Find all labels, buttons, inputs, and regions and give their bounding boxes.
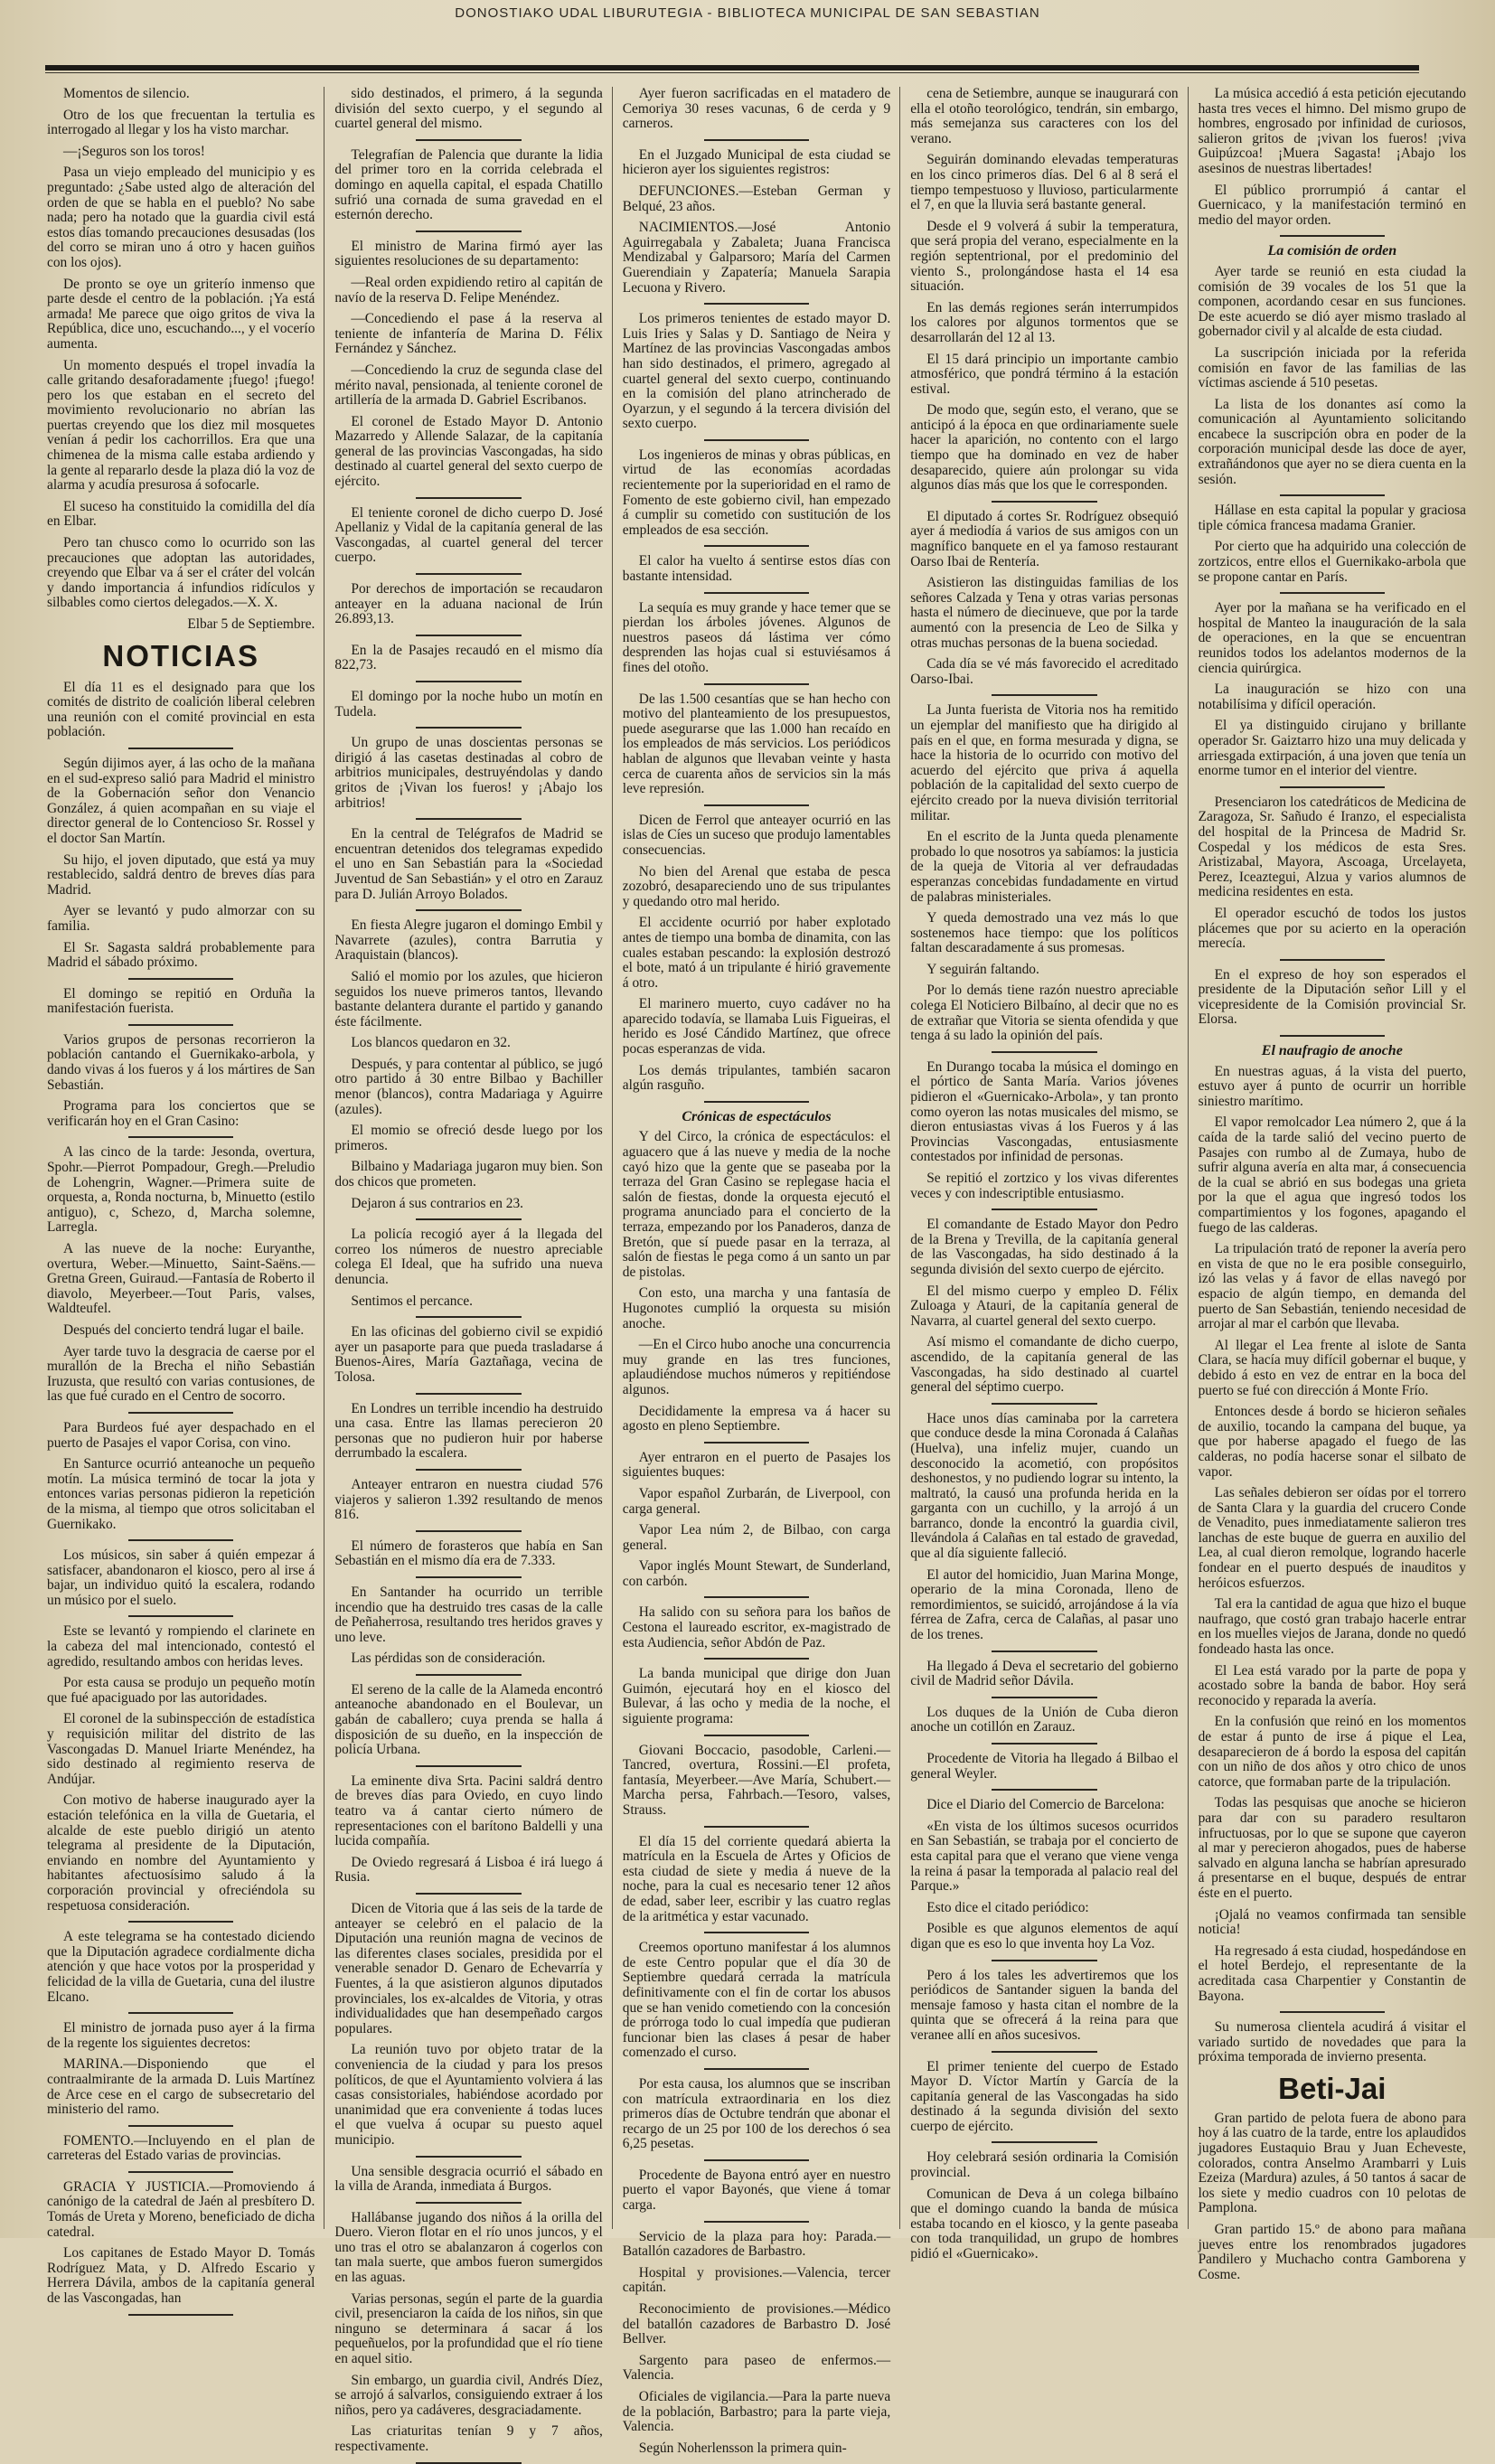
article-paragraph: Servicio de la plaza para hoy: Parada.—Batallón cazadores de Barbastro. [622,2228,891,2260]
separator-rule [704,545,809,547]
article-paragraph: Ayer tarde tuvo la desgracia de caerse por el murallón de la Brecha el niño Sebastián Iruzusta, que resultó con varias contusiones, de las que fué curado en el Centro de socorro. [47,1343,315,1405]
article-paragraph: Hallábanse jugando dos niños á la orilla del Duero. Vieron flotar en el río unos juncos, y el uno tras el otro se abalanzaron á cogerlos con tan mala suerte, que ambos fueron sumergidos en las aguas. [334,2209,603,2286]
article-paragraph: Un grupo de unas doscientas personas se dirigió á las casetas destinadas al cobro de arbitrios municipales, destruyéndolas y dando gritos de ¡Vivan los fueros! y ¡Abajo los arbitrios! [334,735,603,811]
article-paragraph: La lista de los donantes así como la comunicación al Ayuntamiento solicitando encabece la suscripción obra en poder de la corporación municipal desde las doce de ayer, extrañándonos que ayer no se diera cuenta en la sesión. [1198,396,1466,487]
article-paragraph: —Real orden expidiendo retiro al capitán de navío de la reserva D. Felipe Menéndez. [334,274,603,306]
separator-rule [992,2141,1096,2143]
article-paragraph: El ya distinguido cirujano y brillante operador Sr. Gaiztarro hizo una muy delicada y arriesgada extirpación, á una joven que tenía un enorme tumor en el interior del vientre. [1198,718,1466,779]
article-paragraph: Posible es que algunos elementos de aquí digan que es eso lo que inventa hoy La Voz. [910,1921,1179,1951]
article-paragraph: En las demás regiones serán interrumpidos los calores por algunos tormentos que se desarrollarán del 12 al 13. [910,299,1179,345]
article-paragraph: Otro de los que frecuentan la tertulia es interrogado al llegar y los ha visto marchar. [47,107,315,138]
article-paragraph: El vapor remolcador Lea número 2, que á la caída de la tarde salió del vecino puerto de Pasajes con rumbo al de Zumaya, hubo de sufrir alguna avería en alta mar, á consecuencia de la cual se abrió en sus bodegas una grieta por la que el agua que ingresó todos los compartimientos y los fogones, apagando el fuego de las calderas. [1198,1114,1466,1236]
article-paragraph: La reunión tuvo por objeto tratar de la conveniencia de la ciudad y para los presos políticos, de que el Ayuntamiento volviera á las casas consistoriales, habiéndose acordado por unanimidad que era conveniente á todas luces el que vuelva á ocupar su puesto aquel municipio. [334,2042,603,2148]
article-paragraph: En Santander ha ocurrido un terrible incendio que ha destruido tres casas de la calle de Peñaherrosa, resultando tres heridos graves y uno leve. [334,1584,603,1645]
article-paragraph: Las pérdidas son de consideración. [351,1651,546,1667]
article-paragraph: A este telegrama se ha contestado diciendo que la Diputación agradece cordialmente dicha atención y que hace votos por la prosperidad y felicidad de la villa de Guetaria, cuna del ilustre Elcano. [47,1929,315,2005]
article-paragraph: Ha regresado á esta ciudad, hospedándose en el hotel Berdejo, el representante de la acreditada casa Charpentier y Constantin de Bayona. [1198,1942,1466,2004]
article-paragraph: Este se levantó y rompiendo el clarinete en la cabeza del mal intencionado, contestó el agredido, resultando ambos con heridas leves. [47,1623,315,1669]
article-paragraph: Ayer entraron en el puerto de Pasajes los siguientes buques: [622,1449,891,1481]
separator-rule [128,1615,233,1617]
library-header-stamp: DONOSTIAKO UDAL LIBURUTEGIA - BIBLIOTECA MUNICIPAL DE SAN SEBASTIAN [455,5,1040,21]
article-paragraph: Ayer por la mañana se ha verificado en el hospital de Manteo la inauguración de la sala de operaciones, en la que se encuentran reunidos todos los adelantos modernos de la ciencia quirúrgica. [1198,600,1466,676]
article-paragraph: DEFUNCIONES.—Esteban German y Belqué, 23 años. [622,183,891,214]
article-paragraph: Gran partido 15.º de abono para mañana jueves entre los renombrados jugadores Pandilero y Muchacho contra Gamborena y Cosme. [1198,2222,1466,2282]
article-paragraph: Todas las pesquisas que anoche se hicieron para dar con su paradero resultaron infructuosas, por lo que se supone que cayeron al mar y perecieron ahogados, pues de haberse salvado en alguna lancha se habrían apresurado á presentarse en el buque, después de entrar éste en el puerto. [1198,1795,1466,1901]
separator-rule [704,1658,809,1660]
top-rule-thin [45,72,1419,73]
article-paragraph: Con motivo de haberse inaugurado ayer la estación telefónica en la villa de Guetaria, el alcalde de este pueblo dirigió un atento telegrama al presidente de la Diputación, enviando en nombre del Ayuntamiento y habitantes afectuosísimo saludo á la corporación provincial y ofreciéndola su respetuosa consideración. [47,1792,315,1914]
separator-rule [416,1316,521,1318]
separator-rule [704,804,809,806]
article-paragraph: Cada día se vé más favorecido el acreditado Oarso-Ibai. [910,656,1179,687]
article-paragraph: Para Burdeos fué ayer despachado en el puerto de Pasajes el vapor Corisa, con vino. [47,1419,315,1451]
article-paragraph: El calor ha vuelto á sentirse estos días con bastante intensidad. [622,553,891,585]
column-3 [622,86,891,2456]
article-paragraph: Pero á los tales les advertiremos que los periódicos de Santander siguen la banda del mensaje famoso y hasta citan el nombre de la quinta que se ofrecerá á la reina para que veranee allí en años sucesivos. [910,1967,1179,2043]
separator-rule [416,1893,521,1895]
article-paragraph: Y queda demostrado una vez más lo que sostenemos hace tiempo: que los políticos faltan descaradamente á sus promesas. [910,910,1179,956]
section-title-noticias: NOTICIAS [102,638,260,672]
article-paragraph: Bilbaino y Madariaga jugaron muy bien. Son dos chicos que prometen. [334,1159,603,1190]
article-paragraph: Los primeros tenientes de estado mayor D. Luis Iries y Salas y D. Santiago de Neira y Martínez de las provincias Vascongadas ambos han sido destinados, el primero, agregado al cuartel general del sexto cuerpo, continuando en la comisión del plano atrincherado de Oyarzun, y el segundo á la tercera división del sexto cuerpo. [622,311,891,432]
article-paragraph: Ha salido con su señora para los baños de Cestona el laureado escritor, ex-magistrado de esta Audiencia, señor Abdón de Paz. [622,1604,891,1651]
article-paragraph: En fiesta Alegre jugaron el domingo Embil y Navarrete (azules), contra Barrutia y Araquistain (blancos). [334,917,603,964]
article-paragraph: Sin embargo, un guardia civil, Andrés Díez, se arrojó á salvarlos, consiguiendo extraer á los niños, pero ya cadáveres, desgraciadamente. [334,2372,603,2418]
separator-rule [128,2314,233,2316]
separator-rule [992,1697,1096,1698]
article-paragraph: Pasa un viejo empleado del municipio y es preguntado: ¿Sabe usted algo de alteración del orden de que se habla en el pueblo? No sabe nada; pero ha notado que la guardia civil está estos días tomando precauciones desusadas (los del corro se miran uno á otro y hacen guiños con los ojos). [47,165,315,270]
article-paragraph: En las oficinas del gobierno civil se expidió ayer un pasaporte para que pueda trasladarse á Buenos-Aires, María Gaztañaga, vecina de Tolosa. [334,1324,603,1385]
article-paragraph: La eminente diva Srta. Pacini saldrá dentro de breves días para Oviedo, en cuyo lindo teatro va á cantar cierto número de representaciones con el barítono Baldelli y una lucida compañía. [334,1773,603,1849]
article-paragraph: Hoy celebrará sesión ordinaria la Comisión provincial. [910,2149,1179,2181]
article-paragraph: Ayer tarde se reunió en esta ciudad la comisión de 39 vocales de los 51 que la componen, acordando cesar en sus funciones. De este acuerdo se dió ayer mismo traslado al gobernador civil y al alcalde de esta ciudad. [1198,263,1466,340]
separator-rule [416,1218,521,1220]
separator-rule [704,1442,809,1444]
article-paragraph: Con esto, una marcha y una fantasía de Hugonotes cumplió la orquesta su misión anoche. [622,1285,891,1331]
article-paragraph: ¡Ojalá no veamos confirmada tan sensible noticia! [1198,1906,1466,1938]
separator-rule [1280,235,1385,237]
separator-rule [992,1051,1096,1053]
article-paragraph: Programa para los conciertos que se verificarán hoy en el Gran Casino: [47,1098,315,1129]
article-paragraph: El teniente coronel de dicho cuerpo D. José Apellaniz y Vidal de la capitanía general de las Vascongadas, al cuartel general del tercer cuerpo. [334,504,603,566]
article-paragraph: FOMENTO.—Incluyendo en el plan de carreteras del Estado varias de provincias. [47,2132,315,2164]
article-paragraph: Entonces desde á bordo se hicieron señales de auxilio, tocando la campana del buque, ya que por haberse apagado el fuego de las calderas, no podía hacerse sonar el silbato de vapor. [1198,1404,1466,1480]
separator-rule [416,1765,521,1767]
article-paragraph: Las criaturitas tenían 9 y 7 años, respectivamente. [334,2423,603,2454]
article-paragraph: Vapor inglés Mount Stewart, de Sunderland, con carbón. [622,1558,891,1589]
separator-rule [992,501,1096,503]
separator-rule [704,683,809,685]
article-paragraph: De pronto se oye un griterío inmenso que parte desde el centro de la población. ¡Ya está armada! Me parece que oigo gritos de viva la República, dice uno, escuchando..., y el vocerío aumenta. [47,276,315,352]
article-paragraph: Por cierto que ha adquirido una colección de zortzicos, entre ellos el Guernikako-arbola que se propone cantar en París. [1198,539,1466,585]
article-paragraph: Oficiales de vigilancia.—Para la parte nueva de la población, Barbastro; para la parte vieja, Valencia. [622,2389,891,2435]
article-paragraph: Vapor Lea núm 2, de Bilbao, con carga general. [622,1522,891,1553]
article-paragraph: Los ingenieros de minas y obras públicas, en virtud de las economías acordadas recientemente por la superioridad en el ramo de Fomento de este gobierno civil, han empezado á cumplir su cometido con sustitución de los empleados de esa sección. [622,447,891,538]
separator-rule [128,748,233,749]
article-paragraph: Según Noherlensson la primera quin- [638,2440,847,2456]
separator-rule [992,694,1096,696]
article-paragraph: El primer teniente del cuerpo de Estado Mayor D. Víctor Martín y García de la capitanía general de las Vascongadas ha sido destinado á la segunda división del sexto cuerpo de ejército. [910,2058,1179,2134]
separator-rule [704,439,809,441]
article-paragraph: En la de Pasajes recaudó en el mismo día 822,73. [334,642,603,673]
article-paragraph: Las señales debieron ser oídas por el torrero de Santa Clara y la guardia del crucero Conde de Venadito, pues inmediatamente salieron tres lanchas de este buque de guerra en auxilio del Lea, al cual dieron remolque, logrando hacerle fondear en el puerto después de inauditos y heróicos esfuerzos. [1198,1485,1466,1591]
article-paragraph: Presenciaron los catedráticos de Medicina de Zaragoza, Sr. Sañudo é Iranzo, el especialista del hospital de la Princesa de Madrid Sr. Cospedal y los médicos de esta Sres. Aristizabal, Mayora, Ascoaga, Urcelayeta, Perez, Iceaztegui, Alzua y varios alumnos de medicina residentes en esta. [1198,794,1466,900]
article-paragraph: La Junta fuerista de Vitoria nos ha remitido un ejemplar del manifiesto que ha dirigido al país en el que, en forma mesurada y digna, se hace la historia de lo ocurrido con motivo del acuerdo del ejército que priva á aquella población de la capitalidad del sexto cuerpo de ejército creado por la nueva división territorial militar. [910,702,1179,823]
article-paragraph: El suceso ha constituido la comidilla del día en Elbar. [47,498,315,530]
article-paragraph: En Durango tocaba la música el domingo en el pórtico de Santa María. Varios jóvenes pidieron el «Guernicako-Arbola», y tan pronto como oyeron las notas musicales del mismo, se dieron entusiastas vivas á los Fueros y á las Provincias Vascongadas, entusiasmente contestados por infinidad de personas. [910,1058,1179,1165]
article-paragraph: El autor del homicidio, Juan Marina Monge, operario de la mina Coronada, lleno de remordimientos, se suicidó, arrojándose á la vía férrea de Zafra, cerca de Calañas, al pasar uno de los trenes. [910,1566,1179,1643]
separator-rule [416,727,521,729]
separator-rule [416,2156,521,2158]
article-paragraph: En nuestras aguas, á la vista del puerto, estuvo ayer á punto de ocurrir un horrible siniestro marítimo. [1198,1063,1466,1109]
article-paragraph: GRACIA Y JUSTICIA.—Promoviendo á canónigo de la catedral de Jaén al presbítero D. Tomás de Ureta y Moreno, beneficiado de dicha catedral. [47,2178,315,2240]
separator-rule [704,303,809,305]
separator-rule [128,2012,233,2014]
separator-rule [992,1403,1096,1405]
top-rule [45,65,1419,71]
separator-rule [128,2171,233,2173]
article-paragraph: La suscripción iniciada por la referida comisión en favor de las familias de las víctimas asciende á 510 pesetas. [1198,344,1466,391]
article-paragraph: MARINA.—Disponiendo que el contraalmirante de la armada D. Luis Martínez de Arce cese en el cargo de subsecretario del ministerio del ramo. [47,2056,315,2118]
article-paragraph: El del mismo cuerpo y empleo D. Félix Zuloaga y Atauri, de la capitanía general de Navarra, al cuartel general del sexto cuerpo. [910,1283,1179,1329]
article-paragraph: Al llegar el Lea frente al islote de Santa Clara, se hacía muy difícil gobernar el buque, y debido á esto en vez de entrar en la boca del puerto se fué con dirección á Monte Frío. [1198,1337,1466,1398]
article-paragraph: Y del Circo, la crónica de espectáculos: el aguacero que á las nueve y media de la noche cayó hizo que la gente que se paseaba por la terraza del Gran Casino se replegase hacia el salón de fiestas, donde la orquesta ejecutó el programa anunciado para el concierto de la terraza, empezando por los Panaderos, danza de Bretón, que sí puede pasar en la terraza, al salón de fiestas le pega como á un santo un par de pistolas. [622,1129,891,1280]
section-title-beti-jai: Beti-Jai [1278,2071,1387,2105]
article-paragraph: La música accedió á esta petición ejecutando hasta tres veces el himno. Del mismo grupo de hombres, engrosado por infinidad de curiosos, salieron gritos de ¡vivan los fueros! ¡viva Guipúzcoa! ¡Muera Sagasta! ¡Abajo los asesinos de nuestras libertades! [1198,86,1466,176]
article-paragraph: Decididamente la empresa va á hacer su agosto en pleno Septiembre. [622,1403,891,1434]
separator-rule [416,1576,521,1578]
article-paragraph: Comunican de Deva á un colega bilbaíno que el domingo cuando la banda de música estaba tocando en el kiosco, y la gente paseaba con toda tranquilidad, un grupo de hombres pidió el «Guernicako». [910,2186,1179,2262]
article-paragraph: En el Juzgado Municipal de esta ciudad se hicieron ayer los siguientes registros: [622,146,891,178]
article-paragraph: Dejaron á sus contrarios en 23. [351,1195,524,1211]
article-paragraph: Seguirán dominando elevadas temperaturas en los cinco primeros días. Del 6 al 8 será el tiempo tempestuoso y lluvioso, particularmente el 7, en que la lluvia será bastante general. [910,152,1179,213]
separator-rule [416,230,521,232]
article-paragraph: Vapor español Zurbarán, de Liverpool, con carga general. [622,1485,891,1517]
separator-rule [416,1530,521,1532]
separator-rule [128,1024,233,1026]
article-paragraph: La sequía es muy grande y hace temer que se pierdan los árboles jóvenes. Algunos de nuestros paseos dá lástima ver cómo desprenden las hojas cual si estuviésamos á fines del otoño. [622,599,891,675]
article-paragraph: El domingo se repitió en Orduña la manifestación fuerista. [47,985,315,1017]
article-paragraph: Los blancos quedaron en 32. [351,1035,511,1051]
article-paragraph: El coronel de Estado Mayor D. Antonio Mazarredo y Allende Salazar, de la capitanía general de las provincias Vascongadas, ha sido destinado al cuartel general del sexto cuerpo de ejército. [334,413,603,490]
article-paragraph: El sereno de la calle de la Alameda encontró anteanoche abandonado en el Boulevar, un gabán de caballero; cuya prenda se halla á disposición de su dueño, en la inspección de policía Urbana. [334,1681,603,1758]
article-paragraph: Desde el 9 volverá á subir la temperatura, que será propia del verano, especialmente en la región septentrional, por el predominio del viento S., prolongándose hasta el 14 esa situación. [910,218,1179,295]
article-paragraph: El Lea está varado por la parte de popa y acostado sobre la banda de babor. Hoy será reconocido y reparada la avería. [1198,1662,1466,1708]
article-paragraph: El Sr. Sagasta saldrá probablemente para Madrid el sábado próximo. [47,939,315,971]
separator-rule [1280,959,1385,961]
column-2 [334,86,603,2454]
article-paragraph: El coronel de la subinspección de estadística y requisición militar del distrito de las Vascongadas D. Manuel Iriarte Menéndez, ha sido destinado al regimiento reserva de Andújar. [47,1711,315,1787]
separator-rule [1280,494,1385,496]
article-paragraph: Los demás tripulantes, también sacaron algún rasguño. [622,1062,891,1094]
separator-rule [704,592,809,594]
separator-rule [704,1932,809,1933]
article-paragraph: El ministro de Marina firmó ayer las siguientes resoluciones de su departamento: [334,238,603,269]
separator-rule [1280,786,1385,788]
column-4 [910,86,1179,2262]
article-paragraph: Sargento para paseo de enfermos.—Valencia. [622,2352,891,2384]
article-paragraph: Ayer se levantó y pudo almorzar con su familia. [47,903,315,934]
article-paragraph: Hace unos días caminaba por la carretera que conduce desde la mina Coronada á Calañas (Huelva), una infeliz mujer, cuando un desconocido la acometió, con propósitos deshonestos, y no pudiendo lograr su intento, la maltrató, la causó una profunda herida en la garganta con un cuchillo, y la arrojó á un barranco, donde la encontró la guardia civil, llevándola á Calañas en tal estado de gravedad, que al día siguiente falleció. [910,1410,1179,1562]
columns-container [47,86,1466,2456]
article-paragraph: —¡Seguros son los toros! [63,143,205,159]
separator-rule [704,1826,809,1828]
article-paragraph: El marinero muerto, cuyo cadáver no ha aparecido todavía, se llamaba Luis Figueiras, el herido es José Cándido Martínez, que ofrece pocas esperanzas de vida. [622,996,891,1058]
separator-rule [416,818,521,820]
article-paragraph: A las nueve de la noche: Euryanthe, overtura, Weber.—Minuetto, Saint-Saëns.—Gretna Green, Guiraud.—Fantasía de Roberto il diavolo, Meyerbeer.—Tout Paris, valses, Waldteufel. [47,1241,315,1317]
separator-rule [416,1469,521,1471]
separator-rule [128,1539,233,1541]
article-paragraph: El público prorrumpió á cantar el Guernicaco, y la manifestación terminó en medio del mayor orden. [1198,182,1466,228]
separator-rule [704,2159,809,2161]
separator-rule [416,681,521,682]
article-paragraph: El día 11 es el designado para que los comités de distrito de coalición liberal celebren una reunión con el comité provincial en esta población. [47,679,315,740]
article-paragraph: Ha llegado á Deva el secretario del gobierno civil de Madrid señor Dávila. [910,1658,1179,1689]
section-title-naufragio: El naufragio de anoche [1261,1043,1403,1059]
separator-rule [704,1735,809,1736]
article-paragraph: Su numerosa clientela acudirá á visitar el variado surtido de novedades que para la próxima temporada de invierno presenta. [1198,2019,1466,2065]
article-paragraph: Esto dice el citado periódico: [926,1899,1089,1915]
article-paragraph: En la central de Telégrafos de Madrid se encuentran detenidos dos telegramas expedido el uno en San Sebastián para la «Sociedad Juventud de San Sebastián» y el otro en Zarauz para D. Julián Arroyo Bolados. [334,826,603,902]
article-paragraph: Momentos de silencio. [63,86,190,101]
article-paragraph: Un momento después el tropel invadía la calle gritando desaforadamente ¡fuego! ¡fuego! pero los que estaban en el secreto del movimiento revolucionario no abrían las puertas creyendo que los diez mil mosquetes venían á pedir los cachorrillos. Era que una chimenea de la misma calle estaba ardiendo y la gente al repararlo desde la plaza dió la voz de alarma y acudía presurosa á sofocarle. [47,357,315,494]
separator-rule [704,2221,809,2223]
article-paragraph: Los duques de la Unión de Cuba dieron anoche un cotillón en Zarauz. [910,1704,1179,1735]
separator-rule [1280,592,1385,594]
article-paragraph: Asistieron las distinguidas familias de los señores Calzada y Tena y otras varias personas hasta el número de diecinueve, que por la tarde aumentó con la presencia de Leo de Silka y otras muchas personas de la buena sociedad. [910,575,1179,651]
article-paragraph: —Concediendo la cruz de segunda clase del mérito naval, pensionada, al teniente coronel de artillería de la armada D. Gabriel Escribanos. [334,362,603,409]
article-paragraph: Los capitanes de Estado Mayor D. Tomás Rodríguez Mata, y D. Alfredo Escario y Herrera Dávila, ambos de la capitanía general de las Vascongadas, han [47,2245,315,2307]
article-paragraph: La banda municipal que dirige don Juan Guimón, ejecutará hoy en el kiosco del Bulevar, á las ocho y media de la noche, el siguiente programa: [622,1666,891,1727]
separator-rule [416,635,521,636]
article-paragraph: Creemos oportuno manifestar á los alumnos de este Centro popular que el día 30 de Septiembre quedará cerrada la matrícula definitivamente con el fin de cortar los abusos que se han venido cometiendo con la concesión de prórroga todo lo cual impedía que pudieran funcionar bien las clases á pesar de haber comenzado el curso. [622,1940,891,2061]
article-paragraph: Su hijo, el joven diputado, que está ya muy restablecido, saldrá dentro de breves días para Madrid. [47,851,315,898]
article-paragraph: Varios grupos de personas recorrieron la población cantando el Guernikako-arbola, y dando vivas á los fueros y á los mártires de San Sebastián. [47,1031,315,1093]
article-paragraph: El día 15 del corriente quedará abierta la matrícula en la Escuela de Artes y Oficios de esta ciudad de siete y media á nueve de la noche, para la cual es necesario tener 12 años de edad, saber leer, escribir y las cuatro reglas de la aritmética y estar vacunado. [622,1833,891,1924]
article-paragraph: Después del concierto tendrá lugar el baile. [63,1321,305,1338]
article-paragraph: Procedente de Vitoria ha llegado á Bilbao el general Weyler. [910,1751,1179,1782]
article-paragraph: Telegrafían de Palencia que durante la lidia del primer toro en la corrida celebrada el domingo en aquella capital, el espada Chatillo sufrió una cornada de suma gravedad en el esternón derecho. [334,146,603,223]
separator-rule [992,1789,1096,1791]
separator-rule [1280,1035,1385,1037]
article-paragraph: Procedente de Bayona entró ayer en nuestro puerto el vapor Bayonés, que viene á tomar carga. [622,2167,891,2214]
article-paragraph: Varias personas, según el parte de la guardia civil, presenciaron la caída de los niños, sin que ninguno se determinara á sacar á los pequeñuelos, por la profundidad que el río tiene en aquel sitio. [334,2290,603,2367]
article-paragraph: Hospital y provisiones.—Valencia, tercer capitán. [622,2264,891,2296]
article-paragraph: Pero tan chusco como lo ocurrido son las precauciones que adoptan las autoridades, creyendo que Elbar va á ser el cráter del volcán y dando importancia á infundios ridículos y silbables como ciertos delegados.—X. X. [47,535,315,611]
article-paragraph: Sentimos el percance. [351,1293,474,1309]
article-paragraph: De Oviedo regresará á Lisboa é irá luego á Rusia. [334,1854,603,1886]
separator-rule [128,1136,233,1138]
article-paragraph: Por esta causa, los alumnos que se inscriban con matrícula extraordinaria en los diez primeros días de Octubre tendrán que abonar el recargo de un 25 por 100 de los derechos ó sea 6,25 pesetas. [622,2075,891,2152]
separator-rule [416,497,521,499]
article-paragraph: Según dijimos ayer, á las ocho de la mañana en el sud-expreso salió para Madrid el ministro de la Gobernación señor don Venancio González, á quien acompañan en su viaje el director general de lo Contencioso Sr. Rossel y el doctor San Martín. [47,755,315,846]
separator-rule [704,139,809,141]
article-paragraph: La policía recogió ayer á la llegada del correo los números de nuestro apreciable colega El Ideal, que ha sufrido una nueva denuncia. [334,1227,603,1287]
separator-rule [704,1101,809,1103]
article-paragraph: Tal era la cantidad de agua que hizo el buque naufrago, que costó gran trabajo hacerle entrar en los muelles viejos de Jarana, donde no quedó fondeado hasta las once. [1198,1596,1466,1658]
article-paragraph: Salió el momio por los azules, que hicieron seguidos los nueve primeros tantos, llevando bastante delantera durante el partido y ganando éste fácilmente. [334,968,603,1030]
article-paragraph: «En vista de los últimos sucesos ocurridos en San Sebastián, se trabaja por el concierto de esta capital para que el verano que viene venga la reina á pasar la temporada al palacio real del Parque.» [910,1818,1179,1895]
separator-rule [128,978,233,980]
separator-rule [992,1651,1096,1652]
article-paragraph: En el expreso de hoy son esperados el presidente de la Diputación señor Lill y el vicepresidente de la Comisión provincial Sr. Elorsa. [1198,966,1466,1028]
article-paragraph: sido destinados, el primero, á la segunda división del sexto cuerpo, y el segundo al cuartel general del mismo. [334,86,603,132]
article-paragraph: El 15 dará principio un importante cambio atmosférico, que pondrá término á la estación estival. [910,351,1179,397]
separator-rule [416,1393,521,1395]
article-paragraph: Dicen de Ferrol que anteayer ocurrió en las islas de Cíes un suceso que produjo lamentables consecuencias. [622,812,891,858]
article-paragraph: Por esta causa se produjo un pequeño motín que fué apaciguado por las autoridades. [47,1675,315,1706]
article-paragraph: NACIMIENTOS.—José Antonio Aguirregabala y Zabaleta; Juana Francisca Mendizabal y Galparsoro; María del Carmen Guerendiain y Zapatería; Manuela Sarapia Lecuona y Rivero. [622,220,891,296]
article-paragraph: Después, y para contentar al público, se jugó otro partido á 30 entre Bilbao y Bachiller menor (blancos), contra Madariaga y Aguirre (azules). [334,1056,603,1117]
separator-rule [416,2462,521,2464]
article-paragraph: Ayer fueron sacrificadas en el matadero de Cemoriya 30 reses vacunas, 6 de cerda y 9 carneros. [622,86,891,132]
article-paragraph: El operador escuchó de todos los justos plácemes que por su acierto en la operación merecía. [1198,905,1466,952]
separator-rule [416,573,521,575]
separator-rule [992,1208,1096,1210]
article-paragraph: El ministro de jornada puso ayer á la firma de la regente los siguientes decretos: [47,2020,315,2051]
separator-rule [992,1960,1096,1961]
article-paragraph: De modo que, según esto, el verano, que se anticipó á la época en que ordinariamente suele hacer la aparición, no contento con el largo tiempo que ha dominado en vez de haber desaparecido, quiere aún prolongar su vida algunos días más que los que le corresponden. [910,402,1179,494]
article-paragraph: El diputado á cortes Sr. Rodríguez obsequió ayer á mediodía á varios de sus amigos con un magnífico banquete en el ya famoso restaurant Oarso Ibai de Rentería. [910,508,1179,569]
article-paragraph: Reconocimiento de provisiones.—Médico del batallón cazadores de Barbastro D. José Bellver. [622,2301,891,2347]
article-paragraph: El comandante de Estado Mayor don Pedro de la Brena y Trevilla, de la capitanía general de las Vascongadas, ha sido destinado á la segunda división del sexto cuerpo de ejército. [910,1217,1179,1277]
section-title-comision: La comisión de orden [1267,243,1397,259]
article-paragraph: cena de Setiembre, aunque se inaugurará con ella el otoño teorológico, tendrán, sin embargo, más semejanza sus caracteres con los del verano. [910,86,1179,146]
article-paragraph: —En el Circo hubo anoche una concurrencia muy grande en las tres funciones, aplaudiéndose muchos números y repitiéndose algunos. [622,1337,891,1397]
article-paragraph: Dicen de Vitoria que á las seis de la tarde de anteayer se celebró en el palacio de la Diputación una reunión magna de vecinos de las diferentes clases sociales, presidida por el venerable senador D. Genaro de Echevarría y Fuentes, á la que asistieron algunos diputados provinciales, los ex-alcaldes de Vitoria, y otras individualidades que han desempeñado cargos populares. [334,1901,603,2036]
separator-rule [128,1921,233,1923]
article-paragraph: La inauguración se hizo con una notabilísima y difícil operación. [1198,682,1466,712]
article-paragraph: Y seguirán faltando. [926,961,1039,977]
article-paragraph: Elbar 5 de Septiembre. [187,616,315,632]
separator-rule [128,2125,233,2127]
article-paragraph: Así mismo el comandante de dicho cuerpo, ascendido, de la capitanía general de las Vascongadas, ha sido destinado al cuartel general del séptimo cuerpo. [910,1334,1179,1396]
article-paragraph: En Santurce ocurrió anteanoche un pequeño motín. La música terminó de tocar la jota y entonces varias personas pidieron la repetición de la misma, al tiempo que otros solicitaban el Guernikako. [47,1456,315,1532]
article-paragraph: El accidente ocurrió por haber explotado antes de tiempo una bomba de dinamita, con las cuales estaban pescando: la explosión destrozó el bote, mató á un tripulante é hirió gravemente á otro. [622,915,891,991]
separator-rule [992,2051,1096,2053]
separator-rule [416,139,521,141]
article-paragraph: Hállase en esta capital la popular y graciosa tiple cómica francesa madama Granier. [1198,503,1466,533]
article-paragraph: En la confusión que reinó en los momentos de estar á punto de irse á pique el Lea, desaparecieron de á bordo la esposa del capitán con un niño de dos años y otro chico de unos catorce, que formaban parte de la tripulación. [1198,1714,1466,1790]
article-paragraph: Por derechos de importación se recaudaron anteayer en la aduana nacional de Irún 26.893,13. [334,581,603,627]
article-paragraph: Gran partido de pelota fuera de abono para hoy á las cuatro de la tarde, entre los aplaudidos jugadores Eustaquio Brau y Juan Echeveste, colorados, contra Anselmo Arambarri y Luis Ezeiza (Mardura) azules, á 50 tantos á sacar de los siete y medio cuadros con 10 pelotas de Pamplona. [1198,2110,1466,2216]
section-title-cronicas: Crónicas de espectáculos [682,1108,832,1124]
column-5 [1198,86,1466,2282]
article-paragraph: Los músicos, sin saber á quién empezar á satisfacer, abandonaron el kiosco, pero al irse á bajar, un individuo quitó la escalera, rodando un músico por el suelo. [47,1547,315,1608]
separator-rule [416,2202,521,2204]
article-paragraph: —Concediendo el pase á la reserva al teniente de infantería de Marina D. Félix Fernández y Sánchez. [334,311,603,357]
separator-rule [704,1596,809,1598]
column-1 [47,86,315,2307]
article-paragraph: Una sensible desgracia ocurrió el sábado en la villa de Aranda, inmediata á Burgos. [334,2163,603,2195]
article-paragraph: Anteayer entraron en nuestra ciudad 576 viajeros y salieron 1.392 resultando de menos 816. [334,1476,603,1523]
article-paragraph: Se repitió el zortzico y los vivas diferentes veces y con indescriptible entusiasmo. [910,1171,1179,1201]
article-paragraph: A las cinco de la tarde: Jesonda, overtura, Spohr.—Pierrot Pompadour, Gregh.—Preludio de Lohengrin, Wagner.—Primera suite de orquesta, a, Ronda nocturna, b, Minuetto (estilo antiguo), c, Schezo, d, Marcha solemne, Larregla. [47,1144,315,1236]
article-paragraph: El domingo por la noche hubo un motín en Tudela. [334,689,603,719]
article-paragraph: Giovani Boccacio, pasodoble, Carleni.—Tancred, overtura, Rossini.—El profeta, fantasía, Meyerbeer.—Ave María, Schubert.—Marcha persa, Fahrbach.—Tesoro, valses, Strauss. [622,1742,891,1818]
article-paragraph: En Londres un terrible incendio ha destruido una casa. Entre las llamas perecieron 20 personas que no pudieron huir por haberse derrumbado la escalera. [334,1400,603,1462]
article-paragraph: Dice el Diario del Comercio de Barcelona: [926,1797,1165,1813]
article-paragraph: El momio se ofreció desde luego por los primeros. [334,1123,603,1153]
article-paragraph: Por lo demás tiene razón nuestro apreciable colega El Noticiero Bilbaíno, al decir que no es de extrañar que Vitoria se sienta ofendida y que tenga á su lado la opinión del país. [910,983,1179,1044]
article-paragraph: El número de forasteros que había en San Sebastián en el mismo día era de 7.333. [334,1538,603,1569]
article-paragraph: No bien del Arenal que estaba de pesca zozobró, desapareciendo uno de sus tripulantes y quedando otro mal herido. [622,863,891,909]
article-paragraph: En el escrito de la Junta queda plenamente probado lo que nosotros ya sabíamos: la justicia de la queja de Vitoria al ver defraudadas esperanzas concebidas fundadamente en virtud de palabras ministeriales. [910,829,1179,905]
separator-rule [416,1674,521,1676]
article-paragraph: De las 1.500 cesantías que se han hecho con motivo del planteamiento de los presupuestos, puede asegurarse que las 1.000 han recaído en los empleados de más servicios. Los periódicos hablan de algunos que llevaban veinte y hasta cerca de cuarenta años de servicios sin la más leve represión. [622,691,891,797]
separator-rule [704,2068,809,2070]
separator-rule [1280,2011,1385,2013]
separator-rule [128,1412,233,1414]
separator-rule [416,909,521,911]
article-paragraph: La tripulación trató de reponer la avería pero en vista de que no le era posible conseguirlo, izó las velas y á favor de ellas navegó por espacio de algún tiempo, en demanda del puerto de San Sebastián, teniendo necesidad de arrojar al mar el carbón que llevaba. [1198,1241,1466,1332]
separator-rule [992,1743,1096,1745]
